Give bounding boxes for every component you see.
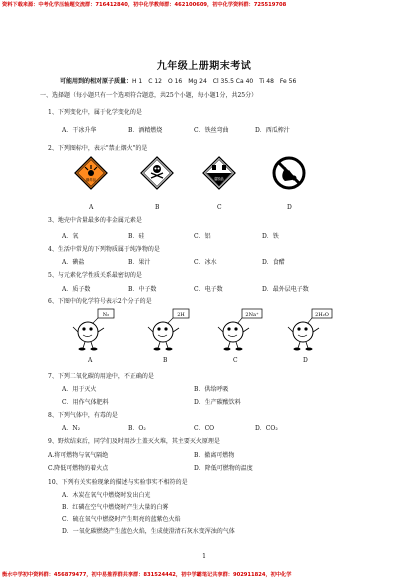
- q1-option-d: D．西瓜榨汁: [255, 127, 290, 134]
- bubble-text-c: 2Na⁺: [245, 312, 259, 318]
- q4-option-c: C．冰水: [194, 259, 217, 266]
- explosive-sign-text: 爆炸品: [85, 178, 97, 182]
- question-9: 9、野炊结束后，同学们及时用沙土盖灭火堆，其主要灭火原理是: [48, 438, 220, 445]
- q4-option-d: D．食醋: [262, 259, 285, 266]
- q7-option-a: A．用于灭火: [62, 386, 97, 393]
- q3-option-c: C．铝: [194, 233, 211, 240]
- q2-label-b: B: [155, 204, 160, 211]
- q3-option-a: A．氧: [62, 233, 79, 240]
- page-title: 九年级上册期末考试: [156, 61, 252, 72]
- q8-option-b: B．O₂: [128, 425, 146, 432]
- no-fire-icon: [272, 156, 306, 190]
- molecule-figure-a: [70, 308, 120, 352]
- question-8: 8、下列气体中，有毒的是: [48, 412, 118, 419]
- question-6: 6、下图中的化学符号表示2个分子的是: [48, 298, 152, 305]
- q8-option-c: C．CO: [194, 425, 215, 432]
- q5-option-b: B．中子数: [128, 286, 157, 293]
- question-7: 7、下列二氧化碳的用途中，不正确的是: [48, 373, 154, 380]
- q10-option-b: B．红磷在空气中燃烧时产生大量的白雾: [62, 504, 169, 511]
- question-2: 2、下列图标中，表示"禁止烟火"的是: [48, 145, 148, 152]
- q10-option-a: A．木炭在氧气中燃烧时发出白光: [62, 492, 151, 499]
- q7-option-c: C．用作气体肥料: [62, 399, 109, 406]
- q9-option-d: D．降低可燃物的温度: [194, 465, 253, 472]
- q3-option-b: B．硅: [128, 233, 145, 240]
- bottom-banner: 衡水中学初中资料群：456879477，初中易推荐群共享群：831524442，初中学霸笔记共享群：902911824，初中化学: [2, 572, 292, 578]
- corrosive-hazard-icon: [202, 156, 236, 190]
- q3-option-d: D．铁: [262, 233, 279, 240]
- bubble-text-a: N₂: [102, 312, 110, 318]
- question-1: 1、下列变化中，属于化学变化的是: [48, 109, 142, 116]
- q8-option-a: A．N₂: [62, 425, 80, 432]
- q10-option-c: C．硫在氧气中燃烧时产生明亮的蓝紫色火焰: [62, 516, 181, 523]
- q5-option-d: D．最外层电子数: [262, 286, 309, 293]
- question-10: 10、下列有关实验现象的描述与实验事实不相符的是: [48, 479, 188, 486]
- section-heading: 一、选择题（每小题只有一个选项符合题意，共25个小题，每小题1分，共25分）: [40, 92, 258, 99]
- q9-option-c: C.降低可燃物的着火点: [48, 465, 109, 472]
- q2-label-c: C: [217, 204, 222, 211]
- q8-option-d: D．CO₂: [255, 425, 278, 432]
- atomic-masses: [60, 76, 296, 85]
- q2-label-d: D: [287, 204, 292, 211]
- q4-option-b: B．果汁: [128, 259, 151, 266]
- atomic-masses-label: 可能用到的相对原子质量：: [60, 78, 133, 85]
- q6-label-a: A: [88, 357, 93, 364]
- question-4: 4、生活中常见的下列物质属于纯净物的是: [48, 246, 160, 253]
- question-3: 3、地壳中含量最多的非金属元素是: [48, 217, 142, 224]
- explosive-hazard-icon: [74, 156, 108, 190]
- q6-label-d: D: [303, 357, 308, 364]
- q9-option-b: B．撤离可燃物: [194, 452, 235, 459]
- molecule-figure-d: [285, 308, 335, 352]
- bubble-text-d: 2H₂O: [315, 312, 329, 318]
- page-number: 1: [202, 553, 206, 560]
- top-banner: 资料下载来源：中考化学压轴题交流群：716412840，初中化学教师群：462100609，初中化学资料群：725519708: [2, 2, 287, 8]
- q6-label-b: B: [163, 357, 168, 364]
- q5-option-c: C．电子数: [194, 286, 223, 293]
- q1-option-c: C．铁丝弯曲: [194, 127, 229, 134]
- q10-option-d: D．一氧化碳燃烧产生蓝色火焰，生成使澄清石灰水变浑浊的气体: [62, 528, 235, 535]
- atomic-masses-values: H 1 C 12 O 16 Mg 24 Cl 35.5 Ca 40 Ti 48 Fe 56: [132, 78, 297, 85]
- q9-option-a: A.将可燃物与氧气隔绝: [48, 452, 109, 459]
- q2-label-a: A: [89, 204, 94, 211]
- q5-option-a: A．质子数: [62, 286, 91, 293]
- q1-option-a: A．干冰升华: [62, 127, 97, 134]
- question-5: 5、与元素化学性质关系最密切的是: [48, 272, 142, 279]
- q6-label-c: C: [233, 357, 238, 364]
- q7-option-b: B．供给呼吸: [194, 386, 229, 393]
- q4-option-a: A．碘盐: [62, 259, 85, 266]
- q1-option-b: B．酒精燃烧: [128, 127, 163, 134]
- molecule-figure-c: [215, 308, 265, 352]
- toxic-hazard-icon: [140, 156, 174, 190]
- q7-option-d: D．生产碳酸饮料: [194, 399, 241, 406]
- molecule-figure-b: [145, 308, 195, 352]
- corrosive-sign-text: 腐蚀品: [214, 177, 224, 181]
- bubble-text-b: 2H: [177, 312, 185, 318]
